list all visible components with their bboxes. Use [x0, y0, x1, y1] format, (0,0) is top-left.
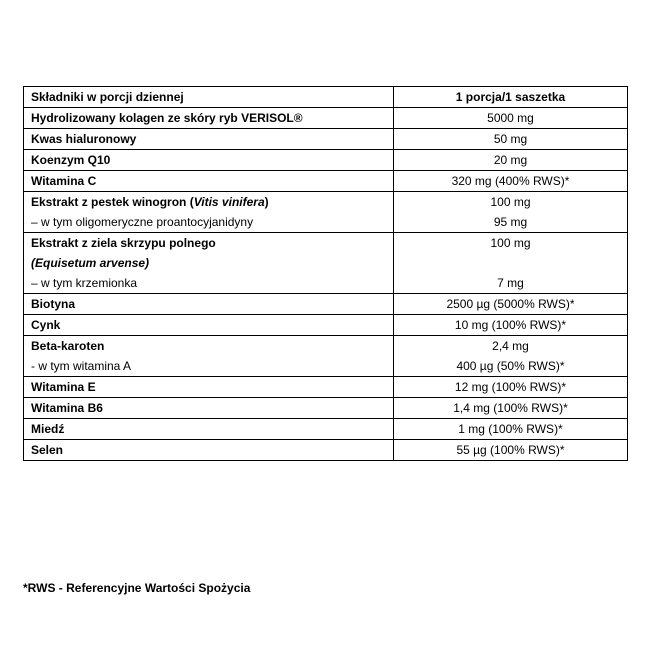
header-name-cell: [24, 87, 394, 108]
header-value: 1 porcja/1 saszetka: [455, 90, 566, 104]
row-subname: – w tym oligomeryczne proantocyjanidyny: [31, 215, 254, 229]
header-name: Składniki w porcji dziennej: [31, 90, 184, 104]
row-subname: - w tym witamina A: [31, 359, 132, 373]
table-row: [24, 294, 628, 315]
row-value: 1,4 mg (100% RWS)*: [453, 401, 568, 415]
row-value: 100 mg: [490, 195, 531, 209]
row-value: 12 mg (100% RWS)*: [454, 380, 567, 394]
table-row: [24, 336, 628, 377]
row-name-latin: Vitis vinifera: [193, 195, 265, 209]
row-subname: – w tym krzemionka: [31, 276, 138, 290]
table-row: [24, 192, 628, 233]
footnote: *RWS - Referencyjne Wartości Spożycia: [23, 581, 251, 595]
row-value: 2,4 mg: [492, 339, 529, 353]
row-value: 55 µg (100% RWS)*: [456, 443, 565, 457]
row-subvalue: 400 µg (50% RWS)*: [456, 359, 565, 373]
row-value: 10 mg (100% RWS)*: [454, 318, 567, 332]
row-name: Witamina C: [31, 174, 97, 188]
row-name: Cynk: [31, 318, 61, 332]
table-header-row: [24, 87, 628, 108]
row-name: Ekstrakt z pestek winogron (Vitis vinifera): [31, 195, 269, 209]
row-subvalue: 7 mg: [497, 276, 524, 290]
row-name: Biotyna: [31, 297, 76, 311]
row-name: Witamina B6: [31, 401, 103, 415]
row-subvalue: 95 mg: [493, 215, 528, 229]
row-value: 5000 mg: [487, 111, 534, 125]
row-name: Selen: [31, 443, 64, 457]
row-value: 20 mg: [493, 153, 528, 167]
row-name: Hydrolizowany kolagen ze skóry ryb VERISOL®: [31, 111, 303, 125]
table-row: [24, 398, 628, 419]
row-name: Koenzym Q10: [31, 153, 111, 167]
header-value-cell: [394, 87, 628, 108]
row-name: Beta-karoten: [31, 339, 105, 353]
table-row: [24, 315, 628, 336]
table-row: [24, 171, 628, 192]
table-row: [24, 377, 628, 398]
table-row: [24, 108, 628, 129]
nutrition-table: [23, 86, 628, 461]
row-name: Miedź: [31, 422, 65, 436]
table-row: [24, 419, 628, 440]
table-row: [24, 129, 628, 150]
row-value: 2500 µg (5000% RWS)*: [446, 297, 575, 311]
row-value: 320 mg (400% RWS)*: [451, 174, 570, 188]
row-value: 50 mg: [493, 132, 528, 146]
row-value: 1 mg (100% RWS)*: [458, 422, 563, 436]
row-name: Ekstrakt z ziela skrzypu polnego: [31, 236, 216, 250]
row-name: Kwas hialuronowy: [31, 132, 137, 146]
row-value: 100 mg: [490, 236, 531, 250]
row-name-latin: (Equisetum arvense): [31, 256, 150, 270]
table-row: [24, 150, 628, 171]
table-row: [24, 440, 628, 461]
table-row: [24, 233, 628, 294]
row-name: Witamina E: [31, 380, 96, 394]
